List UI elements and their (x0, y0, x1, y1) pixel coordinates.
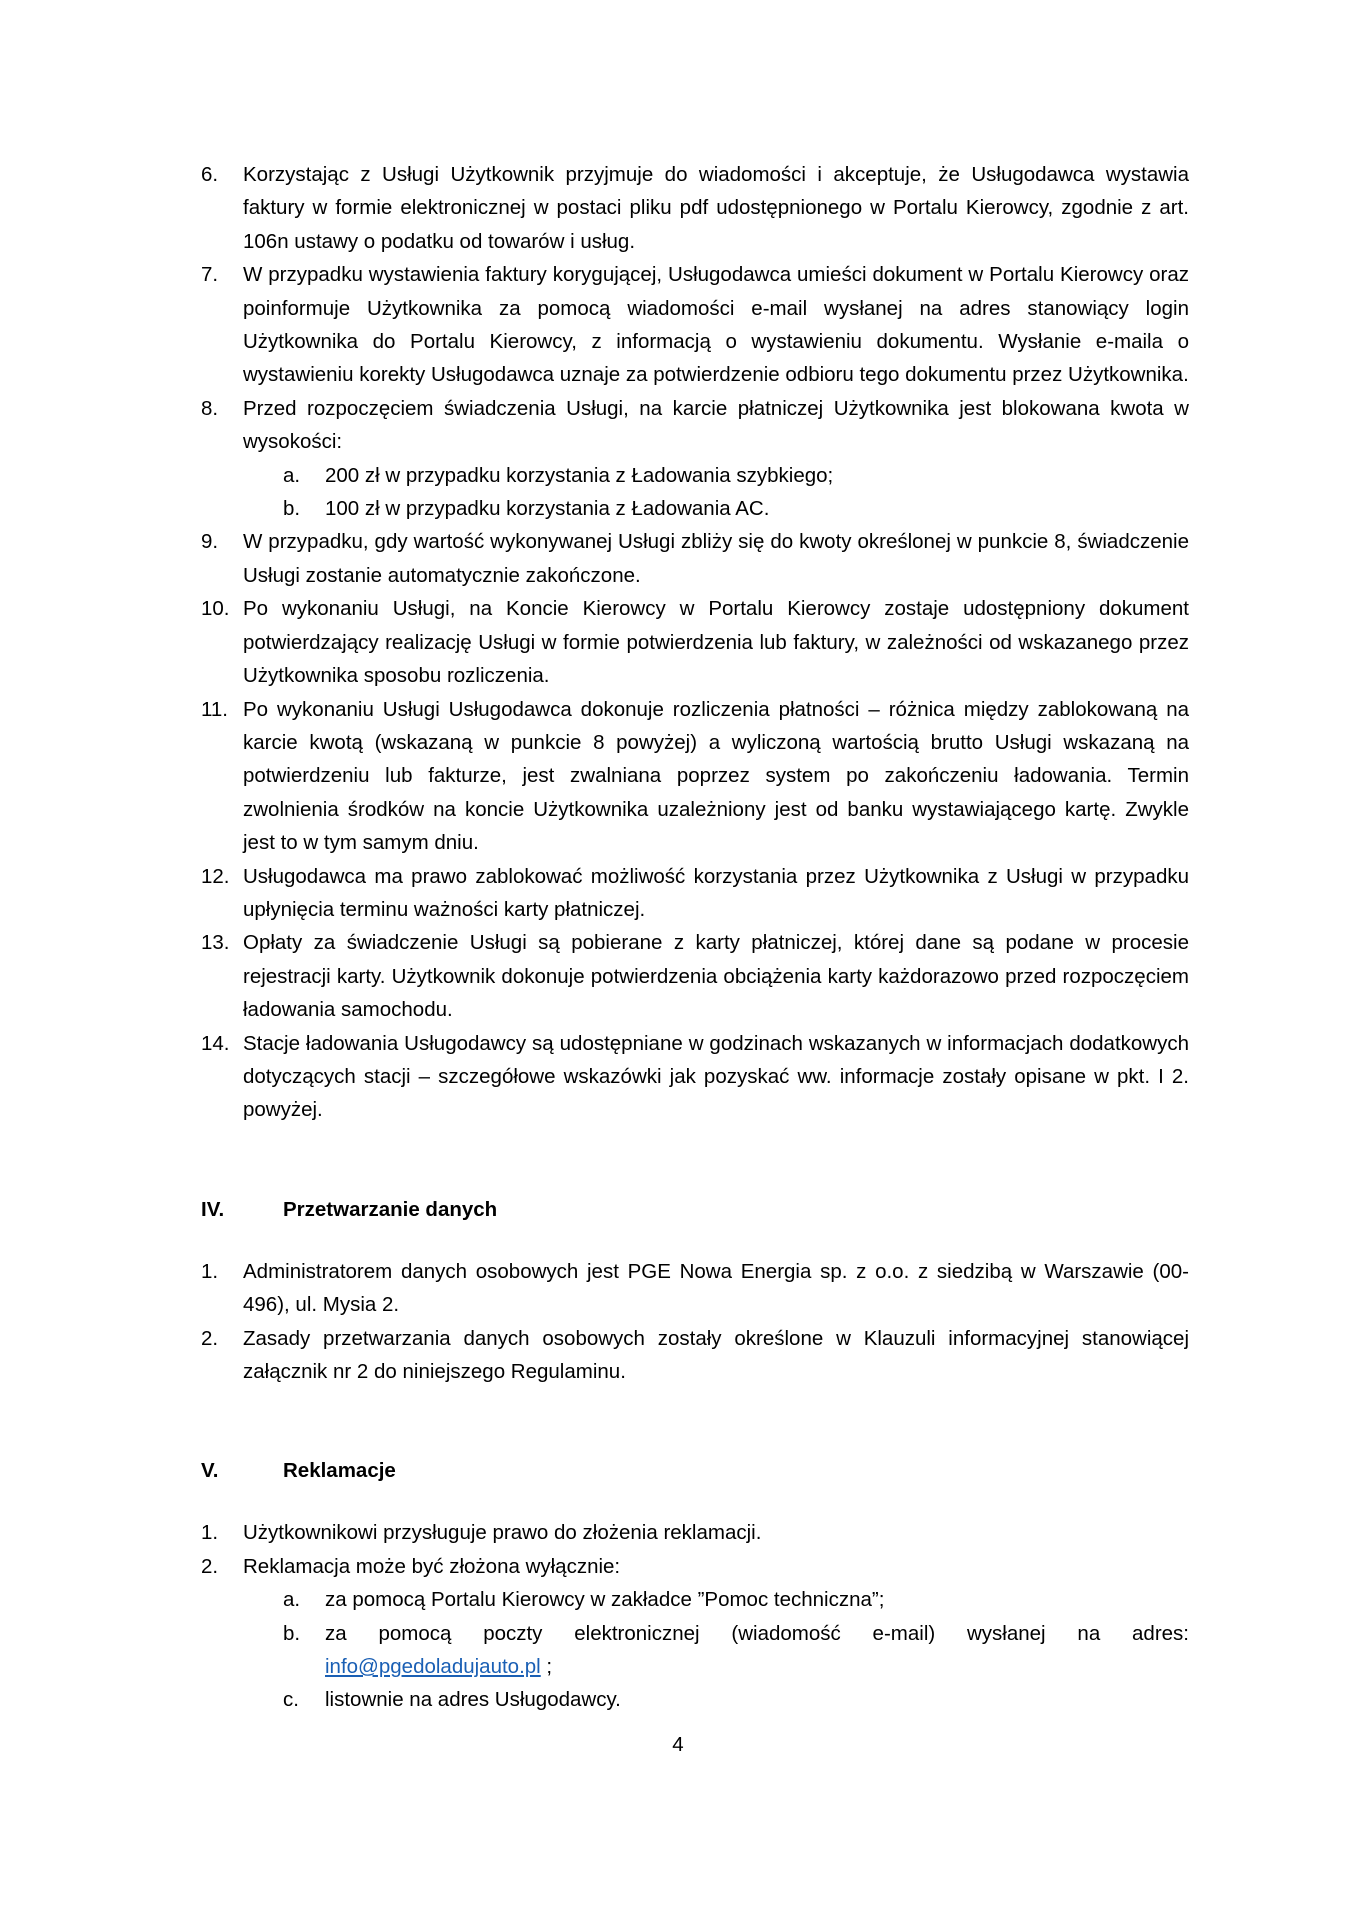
email-link[interactable]: info@pgedoladujauto.pl (325, 1655, 541, 1679)
list-number: 13. (201, 931, 230, 955)
list-number: 9. (201, 530, 219, 554)
list-text: Stacje ładowania Usługodawcy są udostępniane w godzinach wskazanych w informacjach dodatkowych dotyczących stacji – szczegółowe wskazówki jak pozyskać ww. informacje zostały opisane w pkt. I 2. powyżej. (243, 1031, 1189, 1122)
list-item-6 (201, 158, 1189, 258)
list-number: 8. (201, 396, 219, 420)
list-number: 12. (201, 864, 230, 888)
sub-text: 200 zł w przypadku korzystania z Ładowania szybkiego; (325, 463, 834, 487)
list-text: Użytkownikowi przysługuje prawo do złożenia reklamacji. (243, 1521, 762, 1545)
sub-item-8a (201, 459, 1189, 492)
list-text: Przed rozpoczęciem świadczenia Usługi, na karcie płatniczej Użytkownika jest blokowana kwota w wysokości: (243, 396, 1189, 454)
section-heading-v (201, 1454, 1189, 1487)
list-text: Po wykonaniu Usługi, na Koncie Kierowcy w Portalu Kierowcy zostaje udostępniony dokument potwierdzający realizację Usługi w formie potwierdzenia lub faktury, w zależności od wskazanego przez Użytkownika sposobu rozliczenia. (243, 597, 1189, 688)
list-number: 6. (201, 163, 219, 186)
section-v-list (201, 1516, 1189, 1716)
numbered-list-part1 (201, 158, 1189, 525)
list-text: Korzystając z Usługi Użytkownik przyjmuje do wiadomości i akceptuje, że Usługodawca wystawia faktury w formie elektronicznej w postaci pliku pdf udostępnionego w Portalu Kierowcy, zgodnie z art. 106n ustawy o podatku od towarów i usług. (243, 163, 1189, 253)
sub-item-v-2a (201, 1583, 1189, 1616)
list-text: Zasady przetwarzania danych osobowych zostały określone w Klauzuli informacyjnej stanowiącej załącznik nr 2 do niniejszego Regulaminu. (243, 1326, 1189, 1383)
heading-spacer (201, 1487, 1189, 1516)
list-text: W przypadku, gdy wartość wykonywanej Usługi zbliży się do kwoty określonej w punkcie 8, świadczenie Usługi zostanie automatycznie zakończone. (243, 530, 1189, 587)
list-number: 2. (201, 1554, 219, 1578)
list-item-12 (201, 860, 1189, 927)
list-number: 7. (201, 263, 219, 287)
section-iv-list (201, 1255, 1189, 1389)
section-spacer (201, 1127, 1189, 1193)
list-text: Po wykonaniu Usługi Usługodawca dokonuje rozliczenia płatności – różnica między zablokowaną na karcie kwotą (wskazaną w punkcie 8 powyżej) a wyliczoną wartością brutto Usługi wskazaną na potwierdzeniu lub fakturze, jest zwalniana poprzez system po zakończeniu ładowania. Termin zwolnienia środków na koncie Użytkownika uzależniony jest od banku wystawiającego kartę. Zwykle jest to w tym samym dniu. (243, 697, 1189, 855)
sub-letter: a. (283, 1588, 301, 1612)
list-item-v-2 (201, 1550, 1189, 1583)
section-heading-iv (201, 1193, 1189, 1226)
list-text: W przypadku wystawienia faktury korygującej, Usługodawca umieści dokument w Portalu Kierowcy oraz poinformuje Użytkownika za pomocą wiadomości e-mail wysłanej na adres stanowiący login Użytkownika do Portalu Kierowcy, z informacją o wystawieniu dokumentu. Wysłanie e-maila o wystawieniu korekty Usługodawca uznaje za potwierdzenie odbioru tego dokumentu przez Użytkownika. (243, 263, 1189, 387)
sub-text: za pomocą Portalu Kierowcy w zakładce ”Pomoc techniczna”; (325, 1588, 885, 1612)
list-item-9 (201, 525, 1189, 592)
list-item-11 (201, 693, 1189, 860)
list-item-8 (201, 392, 1189, 459)
section-numeral: V. (201, 1459, 219, 1483)
sub-letter: b. (283, 497, 301, 521)
sub-item-v-2c (201, 1683, 1189, 1716)
list-text: Usługodawca ma prawo zablokować możliwość korzystania przez Użytkownika z Usługi w przypadku upłynięcia terminu ważności karty płatniczej. (243, 864, 1189, 921)
page-content (201, 158, 1189, 1717)
list-text: Opłaty za świadczenie Usługi są pobierane z karty płatniczej, której dane są podane w procesie rejestracji karty. Użytkownik dokonuje potwierdzenia obciążenia karty każdorazowo przed rozpoczęciem ładowania samochodu. (243, 931, 1189, 1022)
sub-item-8b (201, 492, 1189, 525)
list-item-7 (201, 258, 1189, 392)
list-number: 1. (201, 1521, 219, 1545)
sub-letter: b. (283, 1621, 301, 1645)
page-number: 4 (672, 1733, 684, 1756)
section-title: Reklamacje (283, 1459, 396, 1483)
list-number: 10. (201, 597, 230, 621)
sub-letter: a. (283, 463, 301, 487)
sub-letter: c. (283, 1688, 299, 1712)
sub-text-trailing: ; (540, 1655, 553, 1679)
sub-text: za pomocą poczty elektronicznej (wiadomość e-mail) wysłanej na adres: (325, 1621, 1189, 1645)
list-item-iv-2 (201, 1322, 1189, 1389)
numbered-list-part2 (201, 525, 1189, 1126)
heading-spacer (201, 1226, 1189, 1255)
sub-text: listownie na adres Usługodawcy. (325, 1688, 621, 1712)
list-item-v-1 (201, 1516, 1189, 1549)
list-item-10 (201, 592, 1189, 692)
list-item-14 (201, 1027, 1189, 1127)
list-item-13 (201, 926, 1189, 1026)
section-spacer (201, 1388, 1189, 1454)
list-text: Reklamacja może być złożona wyłącznie: (243, 1554, 621, 1578)
sub-item-v-2b (201, 1617, 1189, 1684)
section-title: Przetwarzanie danych (283, 1197, 498, 1221)
section-numeral: IV. (201, 1197, 225, 1221)
list-number: 11. (201, 697, 228, 721)
sub-text: 100 zł w przypadku korzystania z Ładowania AC. (325, 497, 770, 521)
list-item-iv-1 (201, 1255, 1189, 1322)
list-number: 1. (201, 1259, 219, 1283)
list-number: 2. (201, 1326, 219, 1350)
list-text: Administratorem danych osobowych jest PGE Nowa Energia sp. z o.o. z siedzibą w Warszawie (00-496), ul. Mysia 2. (243, 1259, 1189, 1317)
list-number: 14. (201, 1031, 230, 1055)
